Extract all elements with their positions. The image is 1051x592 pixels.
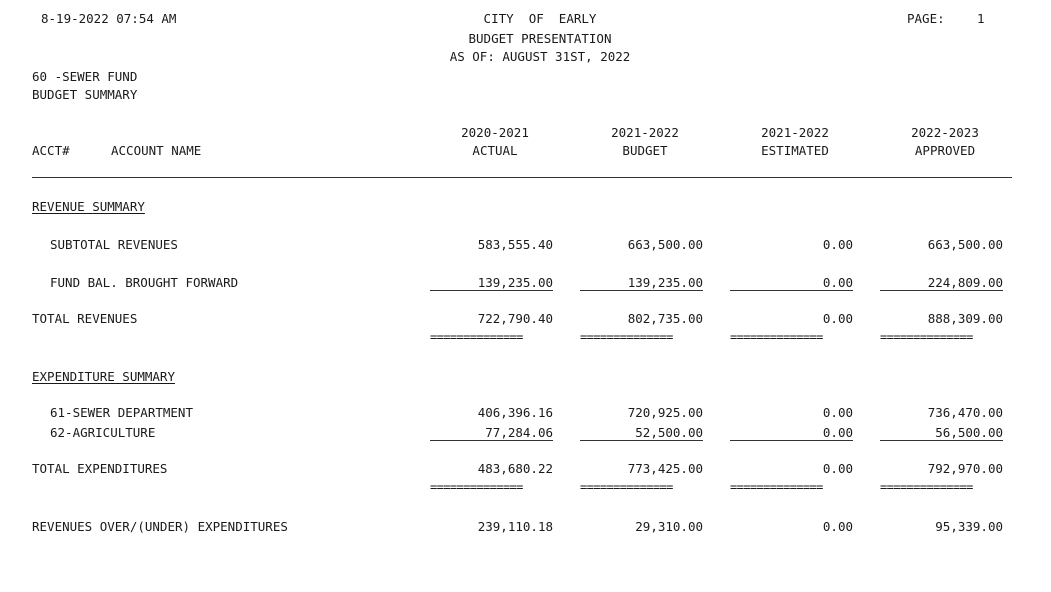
report-datetime: 8-19-2022 07:54 AM — [41, 11, 177, 26]
row-name: 62-AGRICULTURE — [50, 425, 156, 440]
row-value-actual: 139,235.00 — [477, 275, 553, 290]
subtotal-underline — [880, 440, 1003, 441]
page-number: 1 — [977, 11, 985, 26]
row-value-actual: 406,396.16 — [477, 405, 553, 420]
col3-year-header: 2021-2022 — [761, 125, 829, 140]
row-value-budget: 663,500.00 — [627, 237, 703, 252]
budget-summary-label: BUDGET SUMMARY — [32, 87, 138, 102]
col3-label-header: ESTIMATED — [761, 143, 829, 158]
row-value-budget: 139,235.00 — [627, 275, 703, 290]
col1-label-header: ACTUAL — [472, 143, 518, 158]
row-value-actual: 722,790.40 — [477, 311, 553, 326]
row-name: 61-SEWER DEPARTMENT — [50, 405, 193, 420]
row-value-actual: 583,555.40 — [477, 237, 553, 252]
row-value-approved: 663,500.00 — [927, 237, 1003, 252]
col4-year-header: 2022-2023 — [911, 125, 979, 140]
double-rule: ============== — [730, 330, 823, 344]
row-name: FUND BAL. BROUGHT FORWARD — [50, 275, 239, 290]
col1-year-header: 2020-2021 — [461, 125, 529, 140]
row-name: TOTAL REVENUES — [32, 311, 138, 326]
row-value-approved: 888,309.00 — [927, 311, 1003, 326]
row-value-estimated: 0.00 — [822, 461, 853, 476]
report-title-asof: AS OF: AUGUST 31ST, 2022 — [449, 49, 631, 64]
double-rule: ============== — [430, 330, 523, 344]
row-value-approved: 792,970.00 — [927, 461, 1003, 476]
subtotal-underline — [580, 290, 703, 291]
row-value-budget: 802,735.00 — [627, 311, 703, 326]
row-name: TOTAL EXPENDITURES — [32, 461, 168, 476]
col2-year-header: 2021-2022 — [611, 125, 679, 140]
subtotal-underline — [880, 290, 1003, 291]
subtotal-underline — [430, 440, 553, 441]
col-account-name-header: ACCOUNT NAME — [111, 143, 202, 158]
row-value-estimated: 0.00 — [822, 425, 853, 440]
row-value-estimated: 0.00 — [822, 311, 853, 326]
subtotal-underline — [730, 290, 853, 291]
row-value-actual: 239,110.18 — [477, 519, 553, 534]
row-value-approved: 736,470.00 — [927, 405, 1003, 420]
row-value-actual: 483,680.22 — [477, 461, 553, 476]
double-rule: ============== — [430, 480, 523, 494]
subtotal-underline — [730, 440, 853, 441]
row-value-estimated: 0.00 — [822, 405, 853, 420]
subtotal-underline — [430, 290, 553, 291]
row-value-estimated: 0.00 — [822, 519, 853, 534]
row-value-approved: 95,339.00 — [935, 519, 1003, 534]
row-value-estimated: 0.00 — [822, 275, 853, 290]
row-name: REVENUES OVER/(UNDER) EXPENDITURES — [32, 519, 288, 534]
row-value-approved: 224,809.00 — [927, 275, 1003, 290]
row-value-actual: 77,284.06 — [485, 425, 553, 440]
row-value-budget: 773,425.00 — [627, 461, 703, 476]
double-rule: ============== — [730, 480, 823, 494]
row-value-budget: 720,925.00 — [627, 405, 703, 420]
header-rule — [32, 177, 1012, 178]
double-rule: ============== — [580, 330, 673, 344]
row-value-budget: 52,500.00 — [635, 425, 703, 440]
double-rule: ============== — [880, 480, 973, 494]
col-acct-header: ACCT# — [32, 143, 70, 158]
subtotal-underline — [580, 440, 703, 441]
row-value-approved: 56,500.00 — [935, 425, 1003, 440]
col2-label-header: BUDGET — [622, 143, 668, 158]
report-title-presentation: BUDGET PRESENTATION — [468, 31, 612, 46]
revenue-summary-heading: REVENUE SUMMARY — [32, 199, 145, 214]
expenditure-summary-heading: EXPENDITURE SUMMARY — [32, 369, 175, 384]
page-label: PAGE: — [907, 11, 945, 26]
col4-label-header: APPROVED — [914, 143, 976, 158]
double-rule: ============== — [880, 330, 973, 344]
row-value-budget: 29,310.00 — [635, 519, 703, 534]
double-rule: ============== — [580, 480, 673, 494]
report-title-city: CITY OF EARLY — [483, 11, 597, 26]
fund-name: 60 -SEWER FUND — [32, 69, 138, 84]
row-value-estimated: 0.00 — [822, 237, 853, 252]
row-name: SUBTOTAL REVENUES — [50, 237, 178, 252]
